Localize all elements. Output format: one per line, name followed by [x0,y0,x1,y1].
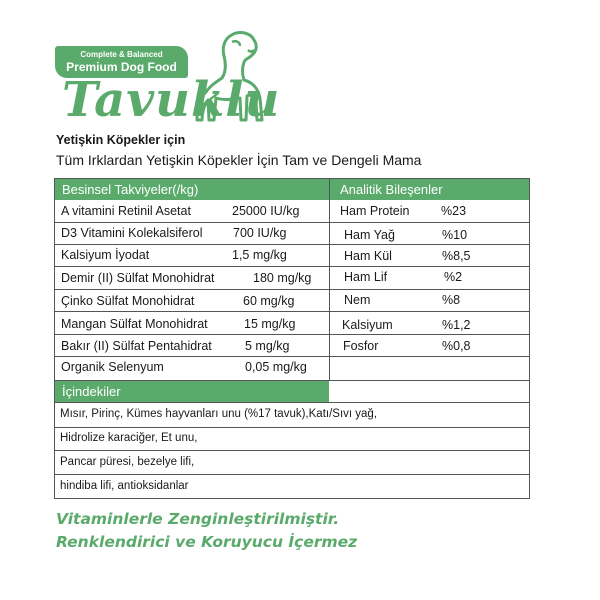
supplements-header-bar [55,179,329,200]
table-row [330,311,529,335]
table-row [55,311,329,335]
analysis-list [330,200,529,380]
supplement-name: Kalsiyum İyodat [61,248,150,262]
analysis-value: %23 [441,204,467,218]
subtitle: Yetişkin Köpekler için [56,133,186,147]
ingredient-line: Mısır, Pirinç, Kümes hayvanları unu (%17 tavuk),Katı/Sıvı yağ, [60,408,378,420]
supplement-value: 180 mg/kg [253,271,312,285]
analysis-value: %2 [444,270,463,284]
table-row [330,244,529,267]
supplement-value: 15 mg/kg [244,317,296,331]
supplement-name: Demir (II) Sülfat Monohidrat [61,271,215,285]
table-row [55,244,329,267]
supplement-value: 60 mg/kg [243,294,295,308]
supplement-value: 25000 IU/kg [232,204,300,218]
badge-line-1: Complete & Balanced [80,50,163,59]
table-row [55,222,329,245]
description: Tüm Irklardan Yetişkin Köpekler İçin Tam ve Dengeli Mama [56,152,422,168]
table-row [330,200,529,223]
supplements-header: Besinsel Takviyeler(/kg) [62,182,199,197]
supplement-value: 0,05 mg/kg [245,360,307,374]
badge-line-2: Premium Dog Food [66,60,177,74]
analysis-name: Ham Lif [344,270,388,284]
table-row [330,266,529,290]
analysis-name: Ham Protein [340,204,410,218]
supplement-name: A vitamini Retinil Asetat [61,204,191,218]
table-divider [329,380,529,381]
ingredients-header-bar [55,380,329,402]
table-row [330,289,529,312]
supplement-name: Organik Selenyum [61,360,164,374]
table-row [55,334,329,357]
supplement-value: 700 IU/kg [233,226,287,240]
ingredient-line: Hidrolize karaciğer, Et unu, [60,432,198,444]
analysis-header-bar [330,179,529,200]
list-item [55,427,529,451]
analysis-value: %1,2 [442,318,471,332]
table-row [55,356,329,380]
analysis-name: Fosfor [343,339,379,353]
supplement-name: Mangan Sülfat Monohidrat [61,317,208,331]
supplement-name: Bakır (II) Sülfat Pentahidrat [61,339,212,353]
table-row [330,222,529,245]
dog-icon [192,28,274,128]
ingredient-line: hindiba lifi, antioksidanlar [60,480,189,492]
analysis-value: %8 [442,293,461,307]
ingredients-header: İçindekiler [62,384,121,399]
table-row [55,266,329,290]
analysis-value: %0,8 [442,339,471,353]
analysis-value: %8,5 [442,249,471,263]
analysis-header: Analitik Bileşenler [340,182,443,197]
fortified-claim: Vitaminlerle Zenginleştirilmiştir. [56,510,340,528]
analysis-name: Ham Yağ [344,228,395,242]
product-name: Tavuklu [62,72,281,128]
supplements-list [55,200,329,380]
analysis-name: Nem [344,293,371,307]
supplement-value: 1,5 mg/kg [232,248,287,262]
supplement-name: D3 Vitamini Kolekalsiferol [61,226,203,240]
analysis-name: Kalsiyum [342,318,393,332]
list-item [55,451,529,475]
table-row [330,334,529,357]
supplement-value: 5 mg/kg [245,339,290,353]
analysis-name: Ham Kül [344,249,392,263]
supplement-name: Çinko Sülfat Monohidrat [61,294,195,308]
table-row [55,200,329,223]
table-row [55,289,329,312]
list-item [55,475,529,498]
list-item [55,402,529,428]
no-additives-claim: Renklendirici ve Koruyucu İçermez [56,533,358,551]
ingredients-list [55,402,529,498]
analysis-value: %10 [442,228,468,242]
ingredient-line: Pancar püresi, bezelye lifi, [60,456,195,468]
